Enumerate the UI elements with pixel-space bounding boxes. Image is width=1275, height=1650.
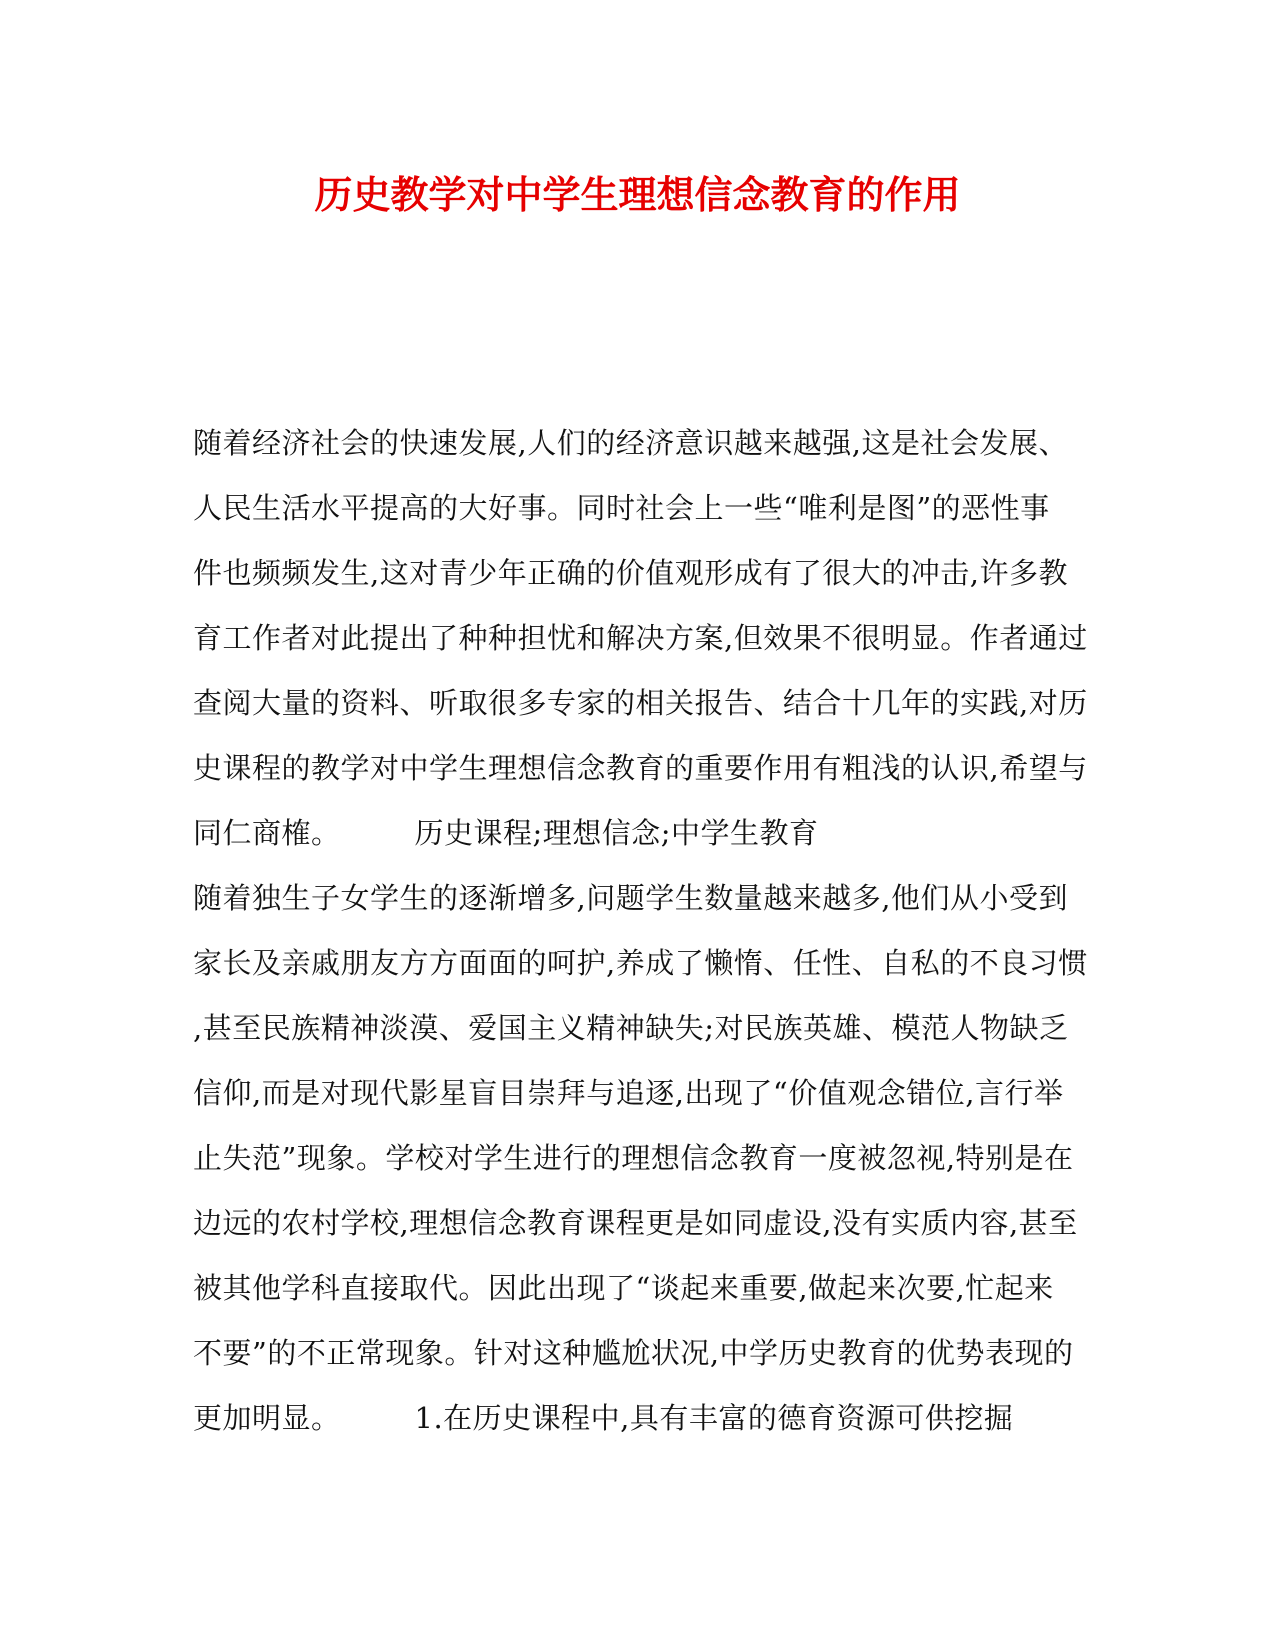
text-line: 件也频频发生,这对青少年正确的价值观形成有了很大的冲击,许多教 <box>193 556 1068 590</box>
text-line: 随着经济社会的快速发展,人们的经济意识越来越强,这是社会发展、 <box>193 426 1068 460</box>
text-line: 史课程的教学对中学生理想信念教育的重要作用有粗浅的认识,希望与 <box>193 751 1088 785</box>
text-line: 信仰,而是对现代影星盲目崇拜与追逐,出现了“价值观念错位,言行举 <box>193 1076 1064 1110</box>
text-line: 更加明显。 1.在历史课程中,具有丰富的德育资源可供挖掘 <box>193 1401 1014 1435</box>
text-line: 育工作者对此提出了种种担忧和解决方案,但效果不很明显。作者通过 <box>193 621 1088 655</box>
text-line: ,甚至民族精神淡漠、爱国主义精神缺失;对民族英雄、模范人物缺乏 <box>193 1011 1069 1045</box>
text-line: 随着独生子女学生的逐渐增多,问题学生数量越来越多,他们从小受到 <box>193 881 1068 915</box>
text-line: 边远的农村学校,理想信念教育课程更是如同虚设,没有实质内容,甚至 <box>193 1206 1078 1240</box>
text-line: 被其他学科直接取代。因此出现了“谈起来重要,做起来次要,忙起来 <box>193 1271 1054 1305</box>
text-line: 人民生活水平提高的大好事。同时社会上一些“唯利是图”的恶性事 <box>193 491 1050 525</box>
text-line: 同仁商榷。 历史课程;理想信念;中学生教育 <box>193 816 819 850</box>
document-body <box>193 411 1088 1451</box>
text-line: 家长及亲戚朋友方方面面的呵护,养成了懒惰、任性、自私的不良习惯 <box>193 946 1088 980</box>
text-line: 不要”的不正常现象。针对这种尴尬状况,中学历史教育的优势表现的 <box>193 1336 1074 1370</box>
document-title: 历史教学对中学生理想信念教育的作用 <box>314 172 961 217</box>
text-line: 止失范”现象。学校对学生进行的理想信念教育一度被忽视,特别是在 <box>193 1141 1074 1175</box>
text-line: 查阅大量的资料、听取很多专家的相关报告、结合十几年的实践,对历 <box>193 686 1088 720</box>
